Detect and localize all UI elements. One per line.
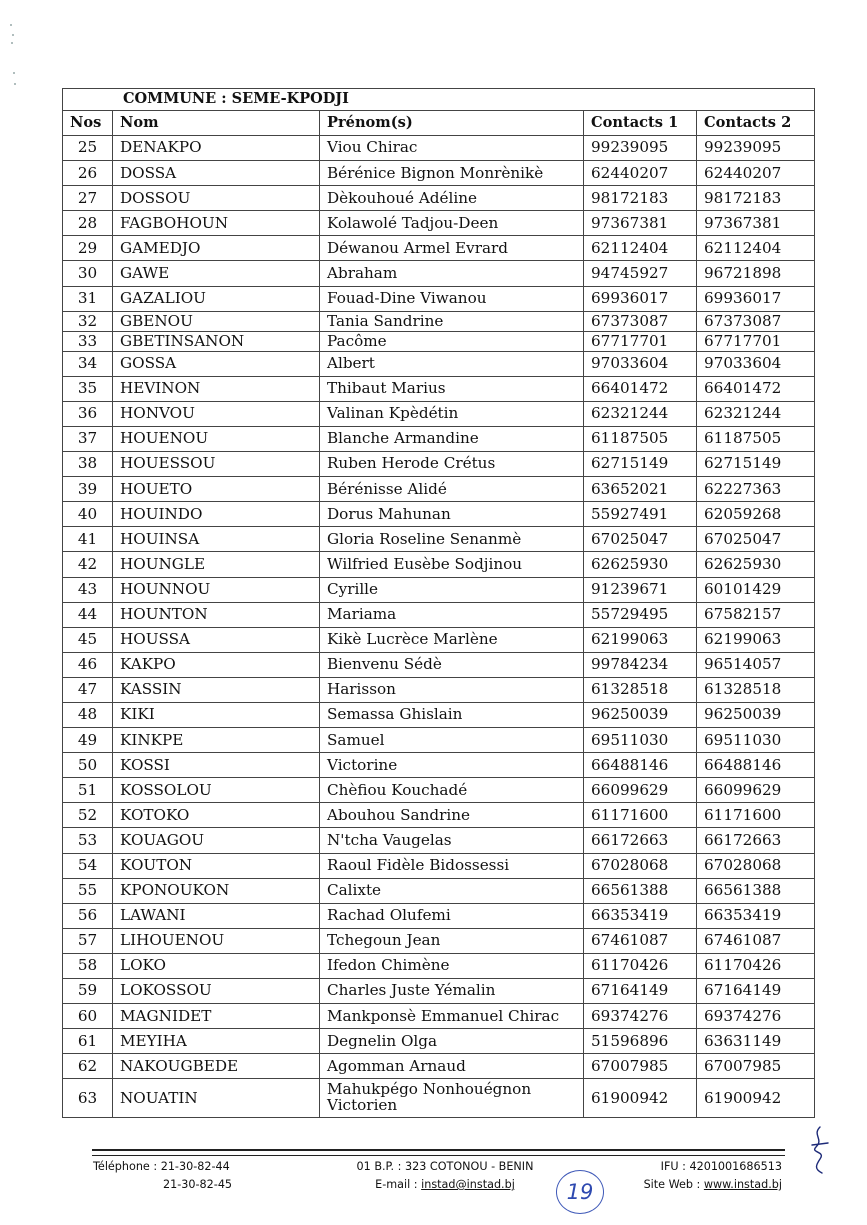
table-row — [63, 211, 815, 236]
table-row — [63, 828, 815, 853]
row-contact-1: 61170426 — [584, 953, 697, 978]
table-row — [63, 903, 815, 928]
row-number: 43 — [63, 577, 113, 602]
row-contact-1: 98172183 — [584, 186, 697, 211]
table-row — [63, 311, 815, 331]
row-nom: KASSIN — [113, 677, 320, 702]
row-contact-2: 69374276 — [697, 1004, 815, 1029]
row-prenom: Ifedon Chimène — [320, 953, 584, 978]
row-nom: GBETINSANON — [113, 331, 320, 351]
row-nom: LAWANI — [113, 903, 320, 928]
row-prenom: Tania Sandrine — [320, 311, 584, 331]
row-contact-1: 66353419 — [584, 903, 697, 928]
row-prenom: Gloria Roseline Senanmè — [320, 527, 584, 552]
table-row — [63, 502, 815, 527]
table-row — [63, 803, 815, 828]
row-contact-1: 61328518 — [584, 677, 697, 702]
page-number-stamp: 19 — [556, 1170, 604, 1214]
footer-address-block — [355, 1158, 535, 1194]
row-number: 63 — [63, 1079, 113, 1118]
row-number: 53 — [63, 828, 113, 853]
row-nom: GAZALIOU — [113, 286, 320, 311]
row-contact-2: 61170426 — [697, 953, 815, 978]
row-contact-2: 67164149 — [697, 979, 815, 1004]
row-contact-2: 67028068 — [697, 853, 815, 878]
row-prenom: Bienvenu Sédè — [320, 652, 584, 677]
row-contact-2: 61328518 — [697, 677, 815, 702]
row-contact-2: 63631149 — [697, 1029, 815, 1054]
row-contact-2: 62625930 — [697, 552, 815, 577]
row-nom: LIHOUENOU — [113, 928, 320, 953]
footer-ifu-block — [636, 1158, 782, 1194]
row-contact-1: 99239095 — [584, 136, 697, 161]
row-contact-1: 99784234 — [584, 652, 697, 677]
row-nom: DOSSOU — [113, 186, 320, 211]
row-contact-2: 98172183 — [697, 186, 815, 211]
row-nom: HOUNTON — [113, 602, 320, 627]
row-prenom: Degnelin Olga — [320, 1029, 584, 1054]
row-number: 62 — [63, 1054, 113, 1079]
row-prenom: Albert — [320, 351, 584, 376]
table-row — [63, 261, 815, 286]
row-number: 61 — [63, 1029, 113, 1054]
row-number: 52 — [63, 803, 113, 828]
row-contact-2: 62227363 — [697, 477, 815, 502]
table-row — [63, 702, 815, 727]
row-contact-1: 66172663 — [584, 828, 697, 853]
footer-rule — [92, 1149, 785, 1156]
row-number: 39 — [63, 477, 113, 502]
row-nom: HOUNNOU — [113, 577, 320, 602]
row-contact-2: 62059268 — [697, 502, 815, 527]
row-prenom: Viou Chirac — [320, 136, 584, 161]
row-number: 40 — [63, 502, 113, 527]
row-number: 57 — [63, 928, 113, 953]
row-nom: KAKPO — [113, 652, 320, 677]
footer-ifu: IFU : 4201001686513 — [660, 1160, 782, 1173]
row-prenom: Chèfiou Kouchadé — [320, 778, 584, 803]
table-row — [63, 331, 815, 351]
row-prenom: Bérénisse Alidé — [320, 477, 584, 502]
row-contact-2: 96514057 — [697, 652, 815, 677]
footer-web-link[interactable]: www.instad.bj — [703, 1178, 782, 1191]
row-contact-2: 60101429 — [697, 577, 815, 602]
row-contact-1: 62199063 — [584, 627, 697, 652]
row-contact-1: 66561388 — [584, 878, 697, 903]
footer-address: 01 B.P. : 323 COTONOU - BENIN — [356, 1160, 534, 1173]
footer-web-line — [636, 1176, 782, 1194]
row-nom: HOUNGLE — [113, 552, 320, 577]
row-number: 41 — [63, 527, 113, 552]
row-number: 56 — [63, 903, 113, 928]
row-contact-2: 97033604 — [697, 351, 815, 376]
row-number: 33 — [63, 331, 113, 351]
row-contact-2: 67582157 — [697, 602, 815, 627]
row-prenom: Abraham — [320, 261, 584, 286]
header-contacts-2: Contacts 2 — [697, 111, 815, 136]
row-contact-1: 94745927 — [584, 261, 697, 286]
row-nom: KINKPE — [113, 728, 320, 753]
contacts-table-sheet — [62, 88, 814, 1118]
row-number: 48 — [63, 702, 113, 727]
row-prenom: Cyrille — [320, 577, 584, 602]
row-number: 30 — [63, 261, 113, 286]
row-contact-2: 66488146 — [697, 753, 815, 778]
row-nom: KOUAGOU — [113, 828, 320, 853]
row-nom: GBENOU — [113, 311, 320, 331]
row-nom: KOSSI — [113, 753, 320, 778]
table-row — [63, 376, 815, 401]
row-number: 60 — [63, 1004, 113, 1029]
footer-email-line — [355, 1176, 535, 1194]
row-contact-1: 67717701 — [584, 331, 697, 351]
table-row — [63, 878, 815, 903]
commune-title: COMMUNE : SEME-KPODJI — [63, 89, 815, 111]
row-nom: GAMEDJO — [113, 236, 320, 261]
row-nom: GAWE — [113, 261, 320, 286]
row-prenom: Raoul Fidèle Bidossessi — [320, 853, 584, 878]
row-nom: HOUETO — [113, 477, 320, 502]
table-row — [63, 1079, 815, 1118]
row-contact-1: 67373087 — [584, 311, 697, 331]
table-row — [63, 1054, 815, 1079]
row-prenom: Tchegoun Jean — [320, 928, 584, 953]
row-number: 32 — [63, 311, 113, 331]
row-contact-1: 61171600 — [584, 803, 697, 828]
header-nom: Nom — [113, 111, 320, 136]
table-row — [63, 161, 815, 186]
table-row — [63, 236, 815, 261]
table-row — [63, 426, 815, 451]
row-nom: NOUATIN — [113, 1079, 320, 1118]
row-contact-2: 69936017 — [697, 286, 815, 311]
row-prenom: Dorus Mahunan — [320, 502, 584, 527]
row-number: 26 — [63, 161, 113, 186]
row-nom: HEVINON — [113, 376, 320, 401]
row-prenom: N'tcha Vaugelas — [320, 828, 584, 853]
row-prenom: Déwanou Armel Evrard — [320, 236, 584, 261]
row-nom: MEYIHA — [113, 1029, 320, 1054]
table-row — [63, 527, 815, 552]
row-number: 42 — [63, 552, 113, 577]
row-nom: HOUENOU — [113, 426, 320, 451]
row-prenom: Bérénice Bignon Monrènikè — [320, 161, 584, 186]
row-contact-1: 97367381 — [584, 211, 697, 236]
row-prenom: Abouhou Sandrine — [320, 803, 584, 828]
row-contact-1: 66488146 — [584, 753, 697, 778]
row-number: 36 — [63, 401, 113, 426]
row-contact-1: 69936017 — [584, 286, 697, 311]
row-contact-2: 67717701 — [697, 331, 815, 351]
table-row — [63, 552, 815, 577]
table-row — [63, 979, 815, 1004]
row-nom: GOSSA — [113, 351, 320, 376]
row-contact-1: 66099629 — [584, 778, 697, 803]
row-prenom: Kolawolé Tadjou-Deen — [320, 211, 584, 236]
row-contact-1: 61900942 — [584, 1079, 697, 1118]
row-contact-1: 91239671 — [584, 577, 697, 602]
row-number: 31 — [63, 286, 113, 311]
row-number: 38 — [63, 452, 113, 477]
table-row — [63, 1004, 815, 1029]
row-contact-1: 67028068 — [584, 853, 697, 878]
footer-web-label: Site Web : — [643, 1178, 704, 1191]
table-row — [63, 652, 815, 677]
row-prenom: Agomman Arnaud — [320, 1054, 584, 1079]
row-nom: DENAKPO — [113, 136, 320, 161]
row-nom: LOKO — [113, 953, 320, 978]
header-contacts-1: Contacts 1 — [584, 111, 697, 136]
row-nom: KIKI — [113, 702, 320, 727]
row-contact-2: 96250039 — [697, 702, 815, 727]
row-contact-1: 96250039 — [584, 702, 697, 727]
row-number: 45 — [63, 627, 113, 652]
row-nom: KPONOUKON — [113, 878, 320, 903]
table-row — [63, 928, 815, 953]
row-prenom: Harisson — [320, 677, 584, 702]
row-contact-1: 67164149 — [584, 979, 697, 1004]
row-contact-1: 62321244 — [584, 401, 697, 426]
footer-email-link[interactable]: instad@instad.bj — [421, 1178, 515, 1191]
footer-phone: Téléphone : 21-30-82-44 — [93, 1160, 230, 1173]
row-nom: KOUTON — [113, 853, 320, 878]
row-contact-2: 96721898 — [697, 261, 815, 286]
row-prenom: Dèkouhoué Adéline — [320, 186, 584, 211]
row-contact-1: 51596896 — [584, 1029, 697, 1054]
row-number: 27 — [63, 186, 113, 211]
row-prenom: Ruben Herode Crétus — [320, 452, 584, 477]
row-number: 25 — [63, 136, 113, 161]
row-number: 59 — [63, 979, 113, 1004]
row-prenom: Samuel — [320, 728, 584, 753]
table-row — [63, 1029, 815, 1054]
table-row — [63, 728, 815, 753]
row-contact-2: 62199063 — [697, 627, 815, 652]
row-contact-1: 67007985 — [584, 1054, 697, 1079]
row-number: 46 — [63, 652, 113, 677]
row-nom: HONVOU — [113, 401, 320, 426]
row-prenom: Calixte — [320, 878, 584, 903]
row-contact-2: 67461087 — [697, 928, 815, 953]
row-contact-2: 62112404 — [697, 236, 815, 261]
table-row — [63, 351, 815, 376]
row-contact-2: 69511030 — [697, 728, 815, 753]
row-contact-1: 67461087 — [584, 928, 697, 953]
row-nom: HOUESSOU — [113, 452, 320, 477]
row-contact-1: 69374276 — [584, 1004, 697, 1029]
row-contact-2: 67007985 — [697, 1054, 815, 1079]
row-contact-1: 62440207 — [584, 161, 697, 186]
row-contact-2: 66099629 — [697, 778, 815, 803]
scan-edge-marks — [8, 20, 20, 100]
row-contact-2: 62321244 — [697, 401, 815, 426]
header-prenoms: Prénom(s) — [320, 111, 584, 136]
table-row — [63, 778, 815, 803]
row-prenom: Mankponsè Emmanuel Chirac — [320, 1004, 584, 1029]
table-row — [63, 577, 815, 602]
handwritten-signature — [806, 1125, 834, 1179]
row-contact-2: 62440207 — [697, 161, 815, 186]
contacts-table — [62, 88, 815, 1118]
row-nom: HOUSSA — [113, 627, 320, 652]
row-prenom: Semassa Ghislain — [320, 702, 584, 727]
row-nom: KOTOKO — [113, 803, 320, 828]
table-row — [63, 286, 815, 311]
row-prenom: Fouad-Dine Viwanou — [320, 286, 584, 311]
row-contact-1: 62112404 — [584, 236, 697, 261]
row-contact-1: 67025047 — [584, 527, 697, 552]
row-prenom: Thibaut Marius — [320, 376, 584, 401]
row-contact-1: 55927491 — [584, 502, 697, 527]
row-number: 37 — [63, 426, 113, 451]
row-prenom: Charles Juste Yémalin — [320, 979, 584, 1004]
row-contact-2: 66561388 — [697, 878, 815, 903]
row-contact-1: 62715149 — [584, 452, 697, 477]
row-number: 35 — [63, 376, 113, 401]
row-contact-2: 61900942 — [697, 1079, 815, 1118]
row-contact-2: 66401472 — [697, 376, 815, 401]
table-header-row — [63, 111, 815, 136]
row-number: 50 — [63, 753, 113, 778]
commune-row — [63, 89, 815, 111]
table-row — [63, 602, 815, 627]
row-contact-1: 97033604 — [584, 351, 697, 376]
row-contact-2: 97367381 — [697, 211, 815, 236]
table-row — [63, 136, 815, 161]
row-contact-1: 61187505 — [584, 426, 697, 451]
row-prenom: Mariama — [320, 602, 584, 627]
row-prenom: Rachad Olufemi — [320, 903, 584, 928]
table-row — [63, 953, 815, 978]
row-contact-1: 55729495 — [584, 602, 697, 627]
row-contact-2: 62715149 — [697, 452, 815, 477]
row-number: 44 — [63, 602, 113, 627]
row-nom: MAGNIDET — [113, 1004, 320, 1029]
row-contact-2: 66172663 — [697, 828, 815, 853]
row-number: 28 — [63, 211, 113, 236]
row-nom: LOKOSSOU — [113, 979, 320, 1004]
row-number: 58 — [63, 953, 113, 978]
row-number: 34 — [63, 351, 113, 376]
row-prenom: Mahukpégo Nonhouégnon Victorien — [320, 1079, 584, 1118]
row-prenom: Kikè Lucrèce Marlène — [320, 627, 584, 652]
row-contact-2: 67373087 — [697, 311, 815, 331]
row-contact-1: 63652021 — [584, 477, 697, 502]
row-contact-1: 69511030 — [584, 728, 697, 753]
row-contact-2: 67025047 — [697, 527, 815, 552]
footer-phone-2: 21-30-82-45 — [163, 1178, 233, 1191]
row-nom: NAKOUGBEDE — [113, 1054, 320, 1079]
row-contact-2: 99239095 — [697, 136, 815, 161]
row-contact-2: 66353419 — [697, 903, 815, 928]
row-number: 54 — [63, 853, 113, 878]
row-number: 51 — [63, 778, 113, 803]
table-row — [63, 477, 815, 502]
row-nom: KOSSOLOU — [113, 778, 320, 803]
row-contact-2: 61187505 — [697, 426, 815, 451]
row-prenom: Victorine — [320, 753, 584, 778]
row-prenom: Wilfried Eusèbe Sodjinou — [320, 552, 584, 577]
row-prenom: Valinan Kpèdétin — [320, 401, 584, 426]
row-contact-2: 61171600 — [697, 803, 815, 828]
footer-phone-block — [93, 1158, 232, 1194]
table-row — [63, 627, 815, 652]
row-nom: HOUINDO — [113, 502, 320, 527]
row-number: 55 — [63, 878, 113, 903]
table-row — [63, 677, 815, 702]
row-prenom: Pacôme — [320, 331, 584, 351]
footer-email-label: E-mail : — [375, 1178, 422, 1191]
row-prenom: Blanche Armandine — [320, 426, 584, 451]
row-contact-1: 66401472 — [584, 376, 697, 401]
table-row — [63, 853, 815, 878]
row-nom: DOSSA — [113, 161, 320, 186]
row-number: 29 — [63, 236, 113, 261]
row-nom: HOUINSA — [113, 527, 320, 552]
header-nos: Nos — [63, 111, 113, 136]
row-number: 47 — [63, 677, 113, 702]
row-nom: FAGBOHOUN — [113, 211, 320, 236]
row-number: 49 — [63, 728, 113, 753]
row-contact-1: 62625930 — [584, 552, 697, 577]
table-row — [63, 452, 815, 477]
table-row — [63, 753, 815, 778]
table-row — [63, 186, 815, 211]
table-row — [63, 401, 815, 426]
